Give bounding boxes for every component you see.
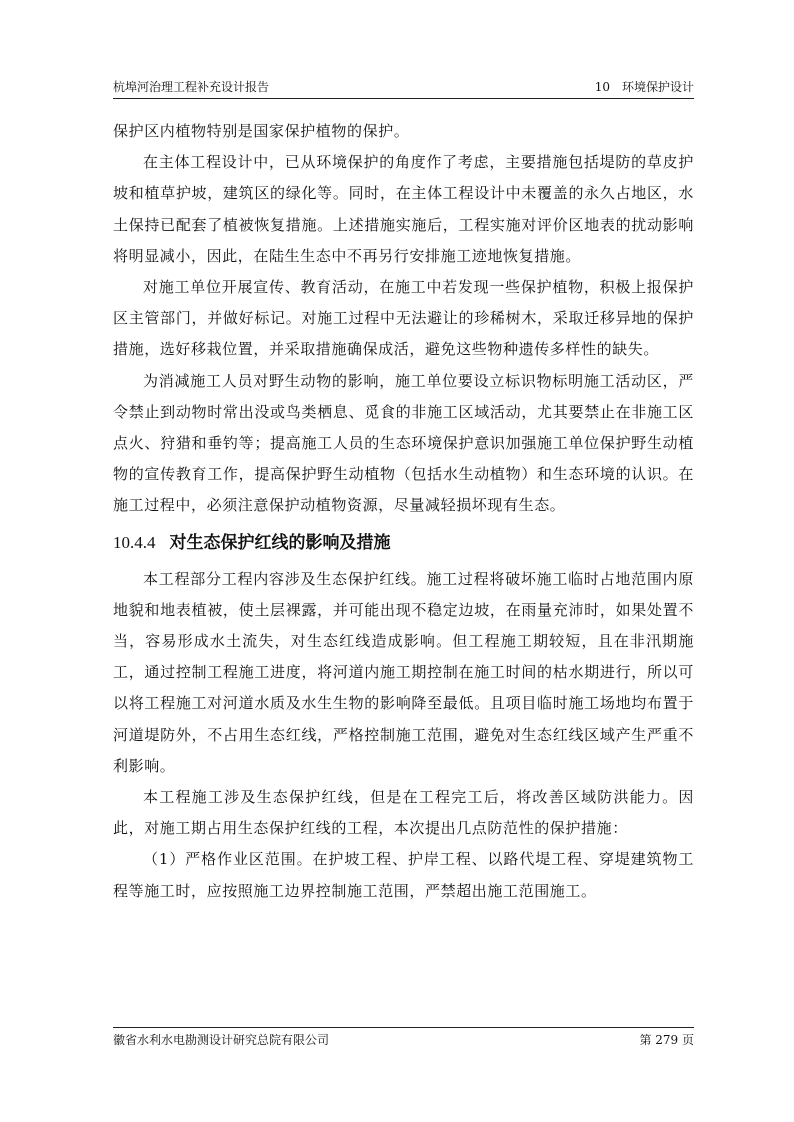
page-body bbox=[113, 116, 694, 907]
header-chapter-title: 10 环境保护设计 bbox=[594, 80, 694, 94]
footer-institute-name: 徽省水利水电勘测设计研究总院有限公司 bbox=[113, 1033, 330, 1047]
section-number: 10.4.4 bbox=[113, 532, 156, 552]
header-report-title: 杭埠河治理工程补充设计报告 bbox=[113, 80, 270, 94]
footer-page-number: 第 279 页 bbox=[639, 1033, 694, 1047]
section-title: 对生态保护红线的影响及措施 bbox=[169, 532, 391, 553]
paragraph-measure-1: （1）严格作业区范围。在护坡工程、护岸工程、以路代堤工程、穿堤建筑物工程等施工时，应按照施工边界控制施工范围，严禁超出施工范围施工。 bbox=[113, 850, 694, 900]
paragraph-redline-measures-intro: 本工程施工涉及生态保护红线，但是在工程完工后，将改善区域防洪能力。因此，对施工期占用生态保护红线的工程，本次提出几点防范性的保护措施： bbox=[113, 788, 694, 838]
paragraph-main-design: 在主体工程设计中，已从环境保护的角度作了考虑，主要措施包括堤防的草皮护坡和植草护坡，建筑区的绿化等。同时，在主体工程设计中未覆盖的永久占地区，水土保持已配套了植被恢复措施。上述措施实施后，工程实施对评价区地表的扰动影响将明显减小，因此，在陆生生态中不再另行安排施工迹地恢复措施。 bbox=[113, 153, 694, 265]
paragraph-continued: 保护区内植物特别是国家保护植物的保护。 bbox=[113, 122, 410, 140]
section-heading bbox=[113, 528, 694, 558]
paragraph-redline-impact: 本工程部分工程内容涉及生态保护红线。施工过程将破坏施工临时占地范围内原地貌和地表植被，使土层裸露，并可能出现不稳定边坡，在雨量充沛时，如果处置不当，容易形成水土流失，对生态红线造成影响。但工程施工期较短，且在非汛期施工，通过控制工程施工进度，将河道内施工期控制在施工时间的枯水期进行，所以可以将工程施工对河道水质及水生生物的影响降至最低。且项目临时施工场地均布置于河道堤防外，不占用生态红线，严格控制施工范围，避免对生态红线区域产生严重不利影响。 bbox=[113, 569, 694, 775]
paragraph-wildlife-protection: 为消减施工人员对野生动物的影响，施工单位要设立标识物标明施工活动区，严令禁止到动物时常出没或鸟类栖息、觅食的非施工区域活动，尤其要禁止在非施工区点火、狩猎和垂钓等；提高施工人员的生态环境保护意识加强施工单位保护野生动植物的宣传教育工作，提高保护野生动植物（包括水生动植物）和生态环境的认识。在施工过程中，必须注意保护动植物资源，尽量减轻损坏现有生态。 bbox=[113, 371, 694, 515]
page-footer bbox=[113, 1027, 694, 1047]
page-header bbox=[113, 78, 694, 99]
paragraph-plant-protection: 对施工单位开展宣传、教育活动，在施工中若发现一些保护植物，积极上报保护区主管部门，并做好标记。对施工过程中无法避让的珍稀树木，采取迁移异地的保护措施，选好移栽位置，并采取措施确保成活，避免这些物种遗传多样性的缺失。 bbox=[113, 278, 694, 359]
